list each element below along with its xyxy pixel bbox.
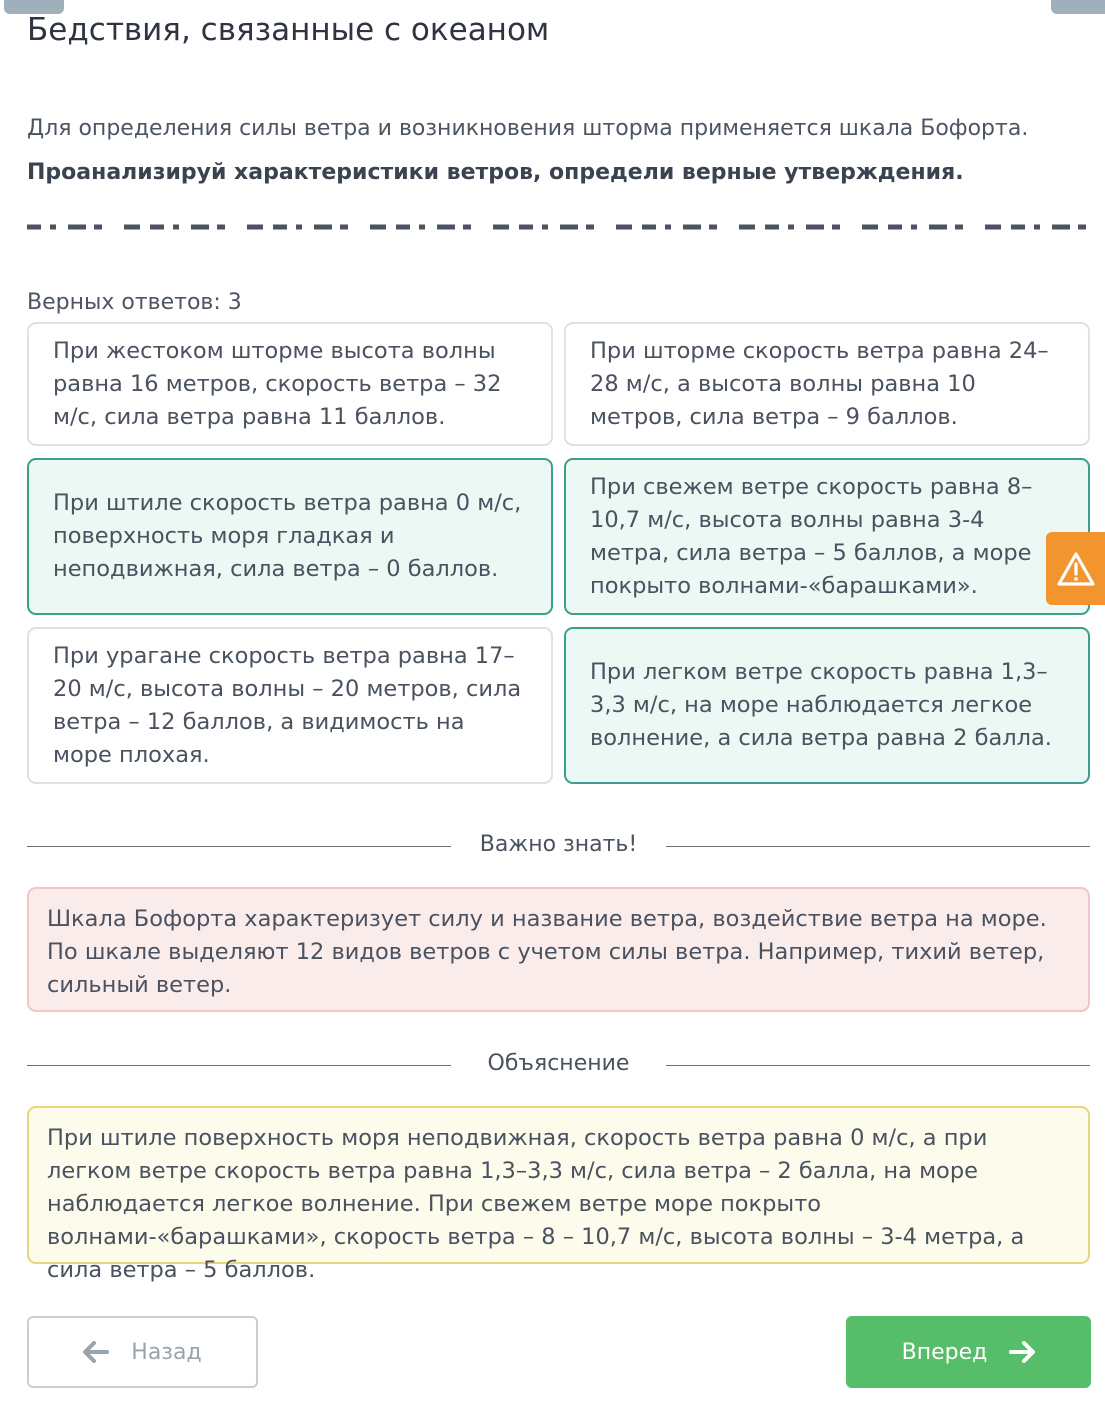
dashed-separator: [27, 222, 1090, 232]
arrow-left-icon: [83, 1341, 109, 1363]
answer-option-text: При свежем ветре скорость равна 8–10,7 м/с, высота волны равна 3-4 метра, сила ветра – 5 баллов, а море покрыто волнами-«барашками».: [590, 473, 1033, 599]
explanation-box: [27, 1106, 1090, 1283]
answer-option-text: При жестоком шторме высота волны равна 16 метров, скорость ветра – 32 м/с, сила ветра равна 11 баллов.: [53, 337, 502, 430]
next-button-label: Вперед: [901, 1339, 988, 1365]
important-text: Шкала Бофорта характеризует силу и название ветра, воздействие ветра на море. По шкале выделяют 12 видов ветров с учетом силы ветра. Например, тихий ветер, сильный ветер.: [47, 906, 1047, 998]
arrow-right-icon: [1009, 1341, 1035, 1363]
divider-line: [27, 1065, 451, 1066]
answer-option[interactable]: [564, 322, 1090, 446]
divider-line: [666, 1065, 1090, 1066]
divider-line: [27, 846, 451, 847]
answer-option[interactable]: [564, 627, 1090, 784]
back-button-label: Назад: [131, 1339, 202, 1365]
top-right-tab: [1051, 0, 1105, 14]
answer-option-text: При легком ветре скорость равна 1,3–3,3 м/с, на море наблюдается легкое волнение, а сила ветра равна 2 балла.: [590, 659, 1052, 751]
page-title: Бедствия, связанные с океаном: [27, 12, 550, 48]
back-button[interactable]: [27, 1316, 258, 1388]
question-task: Проанализируй характеристики ветров, определи верные утверждения.: [27, 160, 964, 185]
divider-line: [666, 846, 1090, 847]
correct-answers-count: Верных ответов: 3: [27, 290, 242, 315]
warning-icon: [1056, 551, 1096, 587]
report-issue-button[interactable]: [1046, 532, 1105, 605]
explanation-heading: Объяснение: [487, 1051, 630, 1076]
answer-option[interactable]: [564, 458, 1090, 615]
question-intro: Для определения силы ветра и возникновения шторма применяется шкала Бофорта.: [27, 116, 1029, 141]
answer-option[interactable]: [27, 322, 553, 446]
next-button[interactable]: [846, 1316, 1091, 1388]
answer-option-text: При урагане скорость ветра равна 17–20 м/с, высота волны – 20 метров, сила ветра – 12 баллов, а видимость на море плохая.: [53, 642, 522, 768]
important-heading: Важно знать!: [479, 832, 638, 857]
explanation-text: При штиле поверхность моря неподвижная, скорость ветра равна 0 м/с, а при легком ветре скорость ветра равна 1,3–3,3 м/с, сила ветра – 2 балла, на море наблюдается легкое волнение. При свежем ветре море покрыто волнами-«барашками», скорость ветра – 8 – 10,7 м/с, высота волны – 3-4 метра, а сила ветра – 5 баллов.: [47, 1125, 1025, 1283]
answer-option-text: При штиле скорость ветра равна 0 м/с, поверхность моря гладкая и неподвижная, сила ветра – 0 баллов.: [53, 490, 522, 582]
answer-option-text: При шторме скорость ветра равна 24–28 м/с, а высота волны равна 10 метров, сила ветра – 9 баллов.: [590, 337, 1049, 430]
important-note: [27, 887, 1090, 1012]
answer-option[interactable]: [27, 458, 553, 615]
answer-option[interactable]: [27, 627, 553, 784]
